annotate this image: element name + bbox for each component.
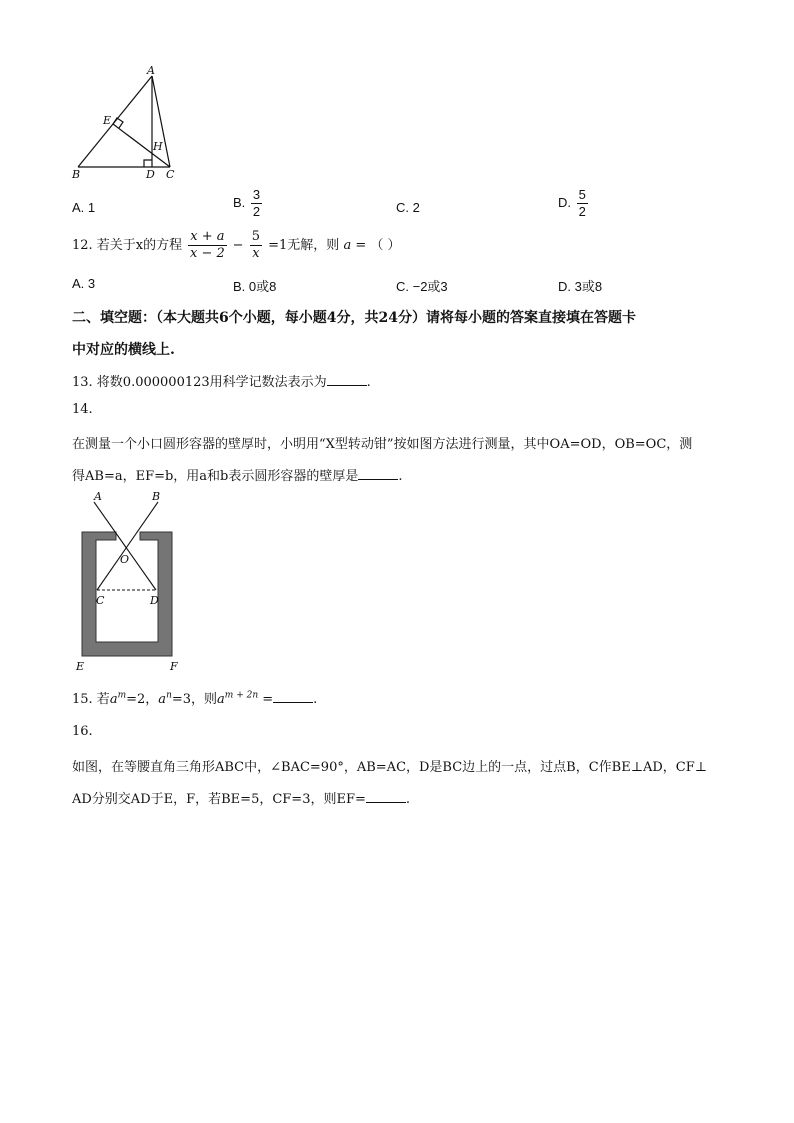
q12-fraction-1 [188, 229, 226, 262]
label-f: F [170, 660, 178, 673]
q11-option-b-fraction [251, 187, 262, 220]
label-e: E [76, 660, 85, 673]
q12-option-c[interactable]: C. −2或3 [396, 279, 448, 294]
q13-end: . [366, 375, 371, 390]
q16-end: . [405, 792, 411, 807]
q12-suffix: =1无解，则 [268, 238, 340, 253]
fraction-denominator: 2 [578, 204, 586, 219]
fraction-denominator: 2 [252, 204, 261, 219]
label-d: D [146, 168, 155, 181]
q11-option-d-fraction [577, 187, 588, 220]
q14-line-2 [72, 465, 403, 484]
q16-line-2-text: AD分别交AD于E，F，若BE=5，CF=3，则EF= [72, 792, 366, 807]
q11-option-d-label: D. [558, 194, 571, 210]
q15-prefix: 15. 若 [72, 692, 110, 707]
q12-minus: − [232, 238, 244, 253]
q12-prefix: 12. 若关于x的方程 [72, 238, 183, 253]
q14-answer-blank[interactable] [358, 467, 398, 480]
label-a: A [94, 490, 102, 503]
q12-tail: = （ ） [355, 238, 401, 253]
q12-option-b[interactable]: B. 0或8 [233, 279, 277, 294]
label-c: C [166, 168, 175, 181]
label-b: B [152, 490, 161, 503]
fraction-numerator: 5 [578, 187, 586, 202]
q14-line-1: 在测量一个小口圆形容器的壁厚时，小明用“X型转动钳”按如图方法进行测量，其中OA=OD，OB=OC，测 [72, 437, 693, 452]
q14-number: 14. [72, 402, 93, 417]
section-heading-line-1: 二、填空题：（本大题共6个小题，每小题4分，共24分）请将每小题的答案直接填在答题卡 [72, 310, 636, 326]
q15-base-1: a [109, 692, 118, 707]
q12-var: a [343, 238, 352, 253]
q14-line-2-text: 得AB=a，EF=b，用a和b表示圆形容器的壁厚是 [72, 469, 359, 484]
q15-base-2: a [158, 692, 167, 707]
fraction-numerator: x + a [190, 229, 225, 244]
q15-end: . [313, 692, 318, 707]
q11-option-a[interactable]: A. 1 [72, 200, 96, 215]
question-15 [72, 688, 317, 707]
q12-option-d[interactable]: D. 3或8 [558, 279, 603, 294]
label-d: D [150, 594, 159, 607]
fraction-denominator: x − 2 [190, 246, 225, 261]
label-c: C [96, 594, 105, 607]
fraction-numerator: 3 [252, 187, 261, 202]
q16-line-1: 如图，在等腰直角三角形ABC中，∠BAC=90°，AB=AC，D是BC边上的一点，过点B，C作BE⊥AD，CF⊥ [72, 760, 707, 775]
q15-base-3: a [217, 692, 225, 707]
question-13 [72, 371, 371, 390]
q15-text-2: =3，则 [171, 692, 218, 707]
q15-answer-blank[interactable] [273, 690, 313, 703]
q12-fraction-2 [250, 229, 262, 262]
triangle-figure [66, 64, 186, 182]
q11-option-c[interactable]: C. 2 [396, 200, 420, 215]
q16-number: 16. [72, 724, 93, 739]
label-h: H [153, 140, 163, 153]
q13-text: 13. 将数0.000000123用科学记数法表示为 [72, 375, 327, 390]
container-figure [70, 488, 190, 673]
label-o: O [120, 553, 130, 566]
q16-line-2 [72, 788, 410, 807]
fraction-numerator: 5 [251, 229, 260, 244]
q15-text-1: =2， [126, 692, 159, 707]
q11-option-d[interactable] [558, 187, 590, 220]
q11-option-b[interactable] [233, 187, 264, 220]
q14-end: . [398, 469, 403, 484]
label-e: E [103, 114, 112, 127]
section-heading-line-2: 中对应的横线上. [72, 342, 175, 358]
q15-text-3: = [258, 692, 274, 707]
q15-exp-1: m [117, 690, 127, 701]
fraction-denominator: x [252, 246, 260, 261]
label-a: A [147, 64, 155, 77]
q16-answer-blank[interactable] [366, 790, 406, 803]
label-b: B [72, 168, 81, 181]
q12-option-a[interactable]: A. 3 [72, 276, 96, 291]
q15-exp-3: m + 2n [224, 690, 259, 701]
q11-option-b-label: B. [233, 194, 246, 210]
q15-exp-2: n [166, 690, 172, 701]
question-12 [72, 229, 401, 262]
q13-answer-blank[interactable] [327, 373, 367, 386]
